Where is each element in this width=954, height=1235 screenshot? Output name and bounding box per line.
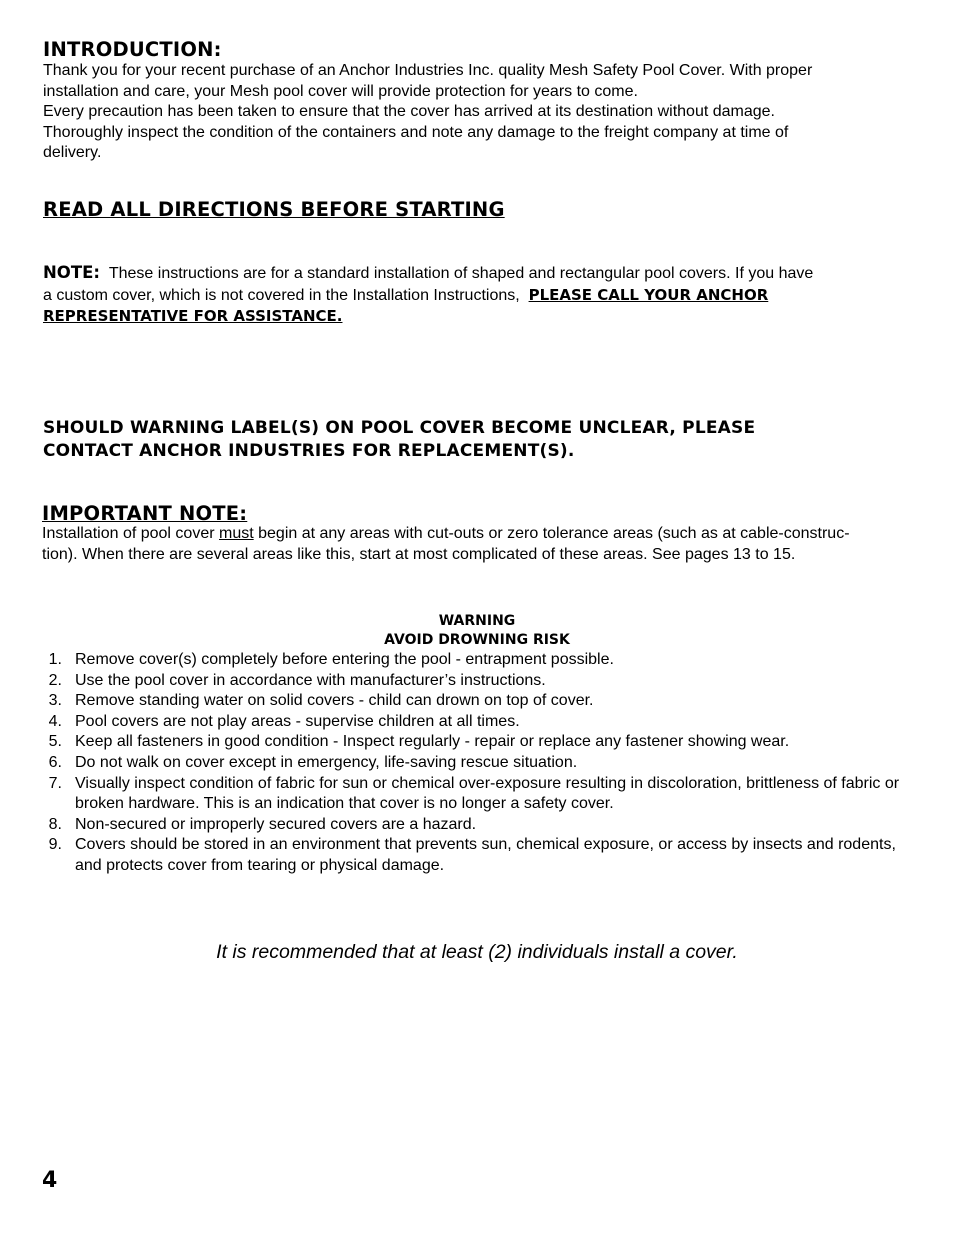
note-line — [43, 306, 913, 328]
list-item — [43, 815, 903, 836]
intro-line: delivery. — [43, 144, 102, 162]
intro-body — [43, 61, 913, 164]
list-item-text: Non-secured or improperly secured covers are a hazard. — [75, 815, 477, 833]
warning-label-line: SHOULD WARNING LABEL(S) ON POOL COVER BECOME UNCLEAR, PLEASE — [43, 418, 756, 438]
list-item-number: 1. — [48, 651, 62, 668]
call-representative-notice: REPRESENTATIVE FOR ASSISTANCE. — [43, 307, 343, 326]
intro-line: Every precaution has been taken to ensure that the cover has arrived at its destination without damage. — [43, 103, 775, 121]
important-section — [42, 502, 922, 565]
intro-line: Thoroughly inspect the condition of the containers and note any damage to the freight company at time of — [43, 123, 789, 141]
list-item-number: 4. — [48, 712, 62, 730]
list-item — [43, 835, 903, 876]
intro-line: Thank you for your recent purchase of an Anchor Industries Inc. quality Mesh Safety Pool Cover. With proper — [43, 62, 813, 79]
list-item — [43, 650, 903, 671]
list-item-number: 5. — [48, 733, 62, 751]
warning-label-line: CONTACT ANCHOR INDUSTRIES FOR REPLACEMENT(S). — [43, 441, 575, 461]
list-item-text: Pool covers are not play areas - supervise children at all times. — [75, 712, 520, 730]
note-label: NOTE: — [43, 263, 100, 282]
list-item-text: Visually inspect condition of fabric for sun or chemical over-exposure resulting in discoloration, brittleness of fabric or broken hardware. This is an indication that cover is no longer a safety cover. — [75, 774, 900, 813]
important-emphasis: must — [219, 525, 254, 542]
note-text: a custom cover, which is not covered in the Installation Instructions, — [43, 286, 520, 304]
list-item-text: Use the pool cover in accordance with manufacturer’s instructions. — [75, 671, 546, 689]
page-number: 4 — [42, 1168, 58, 1193]
intro-heading: INTRODUCTION: — [43, 38, 222, 61]
list-item-number: 2. — [48, 671, 62, 689]
list-item-number: 8. — [48, 815, 62, 833]
list-item-number: 6. — [48, 753, 62, 771]
note-line — [43, 285, 913, 307]
important-text: begin at any areas with cut-outs or zero tolerance areas (such as at cable-construc- — [253, 525, 850, 542]
list-item-number: 3. — [48, 692, 62, 710]
important-text: Installation of pool cover — [42, 525, 219, 542]
list-item — [43, 753, 903, 774]
list-item-text: Keep all fasteners in good condition - Inspect regularly - repair or replace any fastener showing wear. — [75, 733, 790, 751]
call-representative-notice: PLEASE CALL YOUR ANCHOR — [528, 285, 769, 304]
intro-line: installation and care, your Mesh pool cover will provide protection for years to come. — [43, 82, 638, 100]
list-item — [43, 671, 903, 692]
warning-list — [43, 650, 903, 877]
list-item — [43, 774, 903, 815]
list-item-text: Covers should be stored in an environment that prevents sun, chemical exposure, or access by insects and rodents, and protects cover from tearing or physical damage. — [75, 836, 896, 874]
read-all-heading: READ ALL DIRECTIONS BEFORE STARTING — [43, 198, 505, 221]
list-item — [43, 691, 903, 712]
list-item-text: Remove cover(s) completely before entering the pool - entrapment possible. — [75, 651, 614, 668]
list-item — [43, 712, 903, 733]
list-item-number: 7. — [48, 774, 62, 792]
installation-recommendation: It is recommended that at least (2) individuals install a cover. — [216, 941, 738, 963]
important-heading: IMPORTANT NOTE: — [42, 502, 248, 525]
note-section — [43, 263, 913, 328]
intro-section — [43, 38, 913, 164]
note-line — [43, 263, 913, 285]
warning-title: WARNING — [438, 613, 516, 629]
list-item-text: Do not walk on cover except in emergency, life-saving rescue situation. — [75, 753, 578, 771]
warning-label-notice — [43, 417, 913, 463]
list-item — [43, 732, 903, 753]
list-item-number: 9. — [48, 836, 62, 854]
list-item-text: Remove standing water on solid covers - child can drown on top of cover. — [75, 692, 594, 710]
note-text: These instructions are for a standard installation of shaped and rectangular pool covers. If you have — [108, 265, 814, 282]
important-line — [42, 524, 922, 545]
important-line: tion). When there are several areas like this, start at most complicated of these areas. See pages 13 to 15. — [42, 545, 796, 563]
warning-subtitle: AVOID DROWNING RISK — [384, 632, 570, 648]
